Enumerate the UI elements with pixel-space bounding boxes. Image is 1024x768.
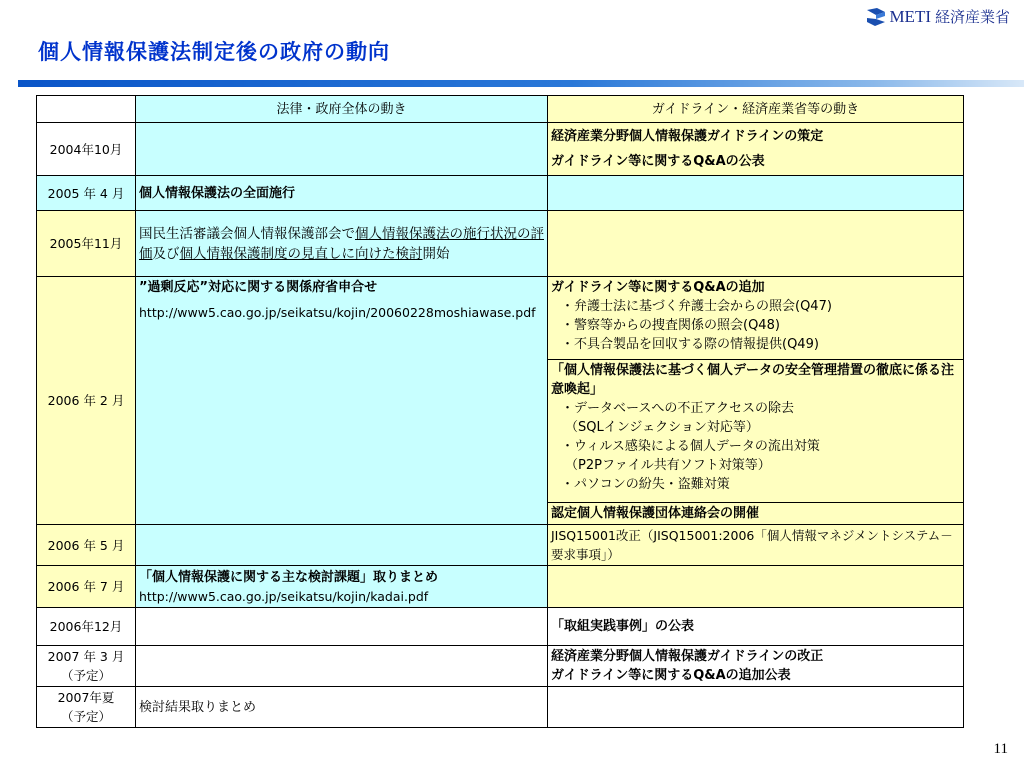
- law-link-evaluation: 個人情報保護法の施行状況の評価: [139, 225, 544, 262]
- table-row: [37, 525, 964, 566]
- row-date: 2006年12月: [37, 608, 136, 646]
- header-guide-cell: ガイドライン・経済産業省等の動き: [548, 96, 964, 123]
- row-guide: [548, 123, 964, 176]
- law-link-review: 個人情報保護制度の見直しに向けた検討: [179, 245, 423, 262]
- date-line: 2007年夏: [57, 690, 115, 705]
- row-law: [136, 277, 548, 525]
- date-line: 2007 年 3 月: [47, 649, 125, 664]
- row-law: [136, 646, 548, 687]
- guide-item: 経済産業分野個人情報保護ガイドラインの策定: [551, 129, 824, 144]
- guide-item: ・データベースへの不正アクセスの除去: [561, 401, 794, 416]
- page-number: 11: [993, 741, 1008, 757]
- header-law-cell: 法律・政府全体の動き: [136, 96, 548, 123]
- guide-item: ・パソコンの紛失・盗難対策: [561, 477, 730, 492]
- row-date: 2005 年 4 月: [37, 176, 136, 211]
- guide-title: 「個人情報保護法に基づく個人データの安全管理措置の徹底に係る注意喚起」: [551, 363, 955, 397]
- meti-logo-icon: [865, 7, 887, 27]
- meti-logo: [865, 6, 1010, 27]
- row-law: 個人情報保護法の全面施行: [136, 176, 548, 211]
- table-row: [37, 277, 964, 360]
- table-row: [37, 123, 964, 176]
- row-guide: [548, 277, 964, 360]
- table-header-row: [37, 96, 964, 123]
- title-underline-bar: [18, 80, 1024, 87]
- law-text: 国民生活審議会個人情報保護部会で: [139, 225, 355, 242]
- row-date: 2005年11月: [37, 211, 136, 277]
- row-guide: [548, 360, 964, 503]
- guide-item: ・警察等からの捜査関係の照会(Q48): [561, 318, 780, 333]
- table-row: [37, 687, 964, 728]
- row-date: 2006 年 5 月: [37, 525, 136, 566]
- header-date-cell: [37, 96, 136, 123]
- law-url: http://www5.cao.go.jp/seikatsu/kojin/kadai.pdf: [139, 588, 429, 604]
- row-date: 2006 年 2 月: [37, 277, 136, 525]
- law-text: 及び: [152, 245, 180, 262]
- row-law: [136, 566, 548, 608]
- law-title: 「個人情報保護に関する主な検討課題」取りまとめ: [139, 569, 439, 585]
- row-guide: 「取組実践事例」の公表: [548, 608, 964, 646]
- guide-item: 経済産業分野個人情報保護ガイドラインの改正: [551, 649, 824, 664]
- row-law: [136, 123, 548, 176]
- row-guide: [548, 646, 964, 687]
- logo-ministry-text: 経済産業省: [934, 8, 1010, 26]
- row-date: 2004年10月: [37, 123, 136, 176]
- guide-item: （P2Pファイル共有ソフト対策等）: [565, 458, 771, 473]
- row-guide: [548, 687, 964, 728]
- row-guide: JISQ15001改正（JISQ15001:2006「個人情報マネジメントシステム－要求事項」）: [548, 525, 964, 566]
- guide-item: ・弁護士法に基づく弁護士会からの照会(Q47): [561, 299, 832, 314]
- guide-item: ガイドライン等に関するQ&Aの追加公表: [551, 668, 791, 683]
- row-law: [136, 608, 548, 646]
- law-title: ”過剰反応”対応に関する関係府省申合せ: [139, 280, 378, 295]
- row-guide: [548, 566, 964, 608]
- row-law: 検討結果取りまとめ: [136, 687, 548, 728]
- page-title: 個人情報保護法制定後の政府の動向: [38, 40, 390, 64]
- guide-item: ・ウィルス感染による個人データの流出対策: [561, 439, 820, 454]
- guide-item: （SQLインジェクション対応等）: [565, 420, 759, 435]
- logo-meti-text: METI: [889, 6, 931, 26]
- guide-item: ・不具合製品を回収する際の情報提供(Q49): [561, 337, 819, 352]
- row-date: 2006 年 7 月: [37, 566, 136, 608]
- row-guide: [548, 211, 964, 277]
- row-guide: [548, 176, 964, 211]
- row-guide: 認定個人情報保護団体連絡会の開催: [548, 503, 964, 525]
- row-law: [136, 525, 548, 566]
- law-text: 開始: [422, 245, 450, 262]
- table-row: [37, 646, 964, 687]
- guide-title: ガイドライン等に関するQ&Aの追加: [551, 280, 765, 295]
- row-date: [37, 646, 136, 687]
- row-date: [37, 687, 136, 728]
- row-law: [136, 211, 548, 277]
- table-row: [37, 566, 964, 608]
- law-url: http://www5.cao.go.jp/seikatsu/kojin/20060228moshiawase.pdf: [139, 305, 536, 320]
- date-note: （予定）: [60, 709, 111, 724]
- guide-item: ガイドライン等に関するQ&Aの公表: [551, 154, 765, 169]
- table-row: [37, 211, 964, 277]
- timeline-table: [36, 95, 964, 728]
- date-note: （予定）: [60, 668, 111, 683]
- table-row: [37, 608, 964, 646]
- table-row: [37, 176, 964, 211]
